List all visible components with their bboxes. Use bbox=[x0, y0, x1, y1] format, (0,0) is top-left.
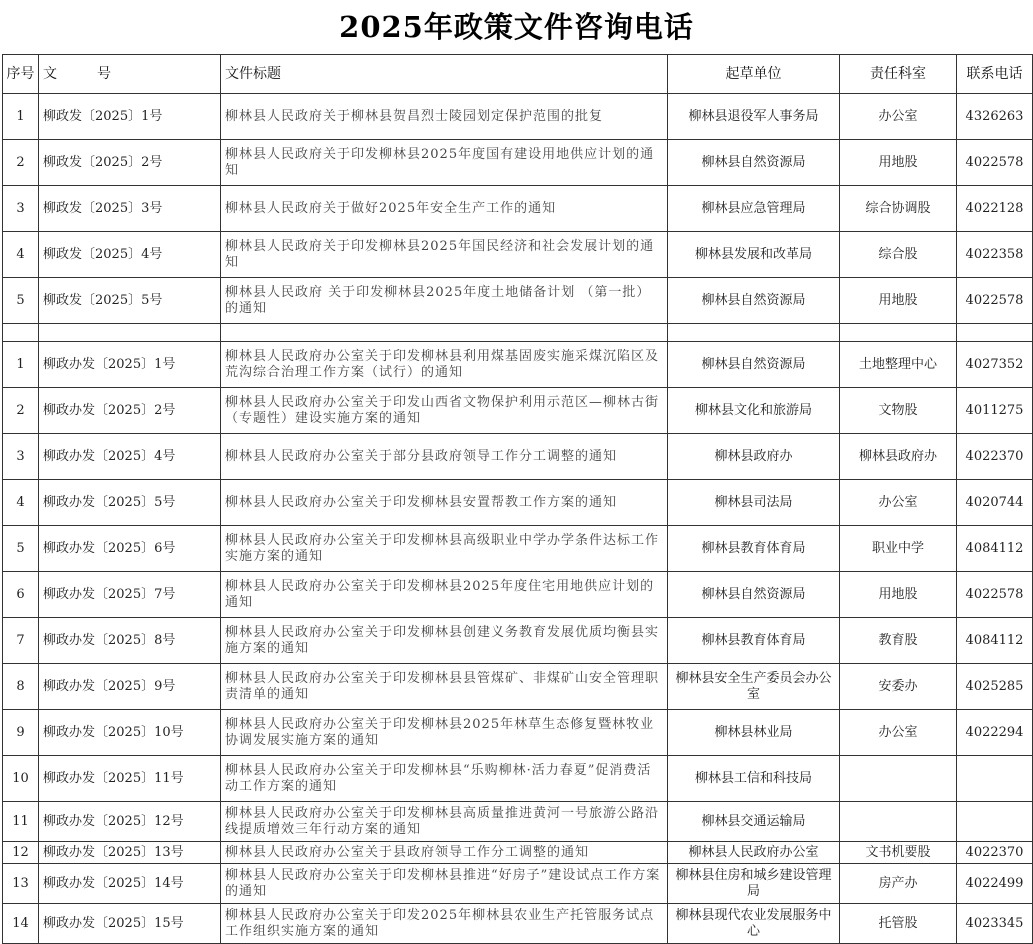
row-docno: 柳政发〔2025〕2号 bbox=[39, 140, 221, 186]
row-phone: 4022128 bbox=[957, 186, 1033, 232]
row-office: 文书机要股 bbox=[840, 842, 957, 864]
row-title: 柳林县人民政府办公室关于印发柳林县2025年林草生态修复暨林牧业协调发展实施方案的通知 bbox=[221, 710, 668, 756]
table-row bbox=[3, 232, 1033, 278]
table-row bbox=[3, 434, 1033, 480]
row-docno: 柳政办发〔2025〕5号 bbox=[39, 480, 221, 526]
row-office: 办公室 bbox=[840, 94, 957, 140]
row-docno: 柳政办发〔2025〕11号 bbox=[39, 756, 221, 802]
row-phone: 4022578 bbox=[957, 572, 1033, 618]
header-title: 文件标题 bbox=[221, 55, 668, 94]
row-drafter: 柳林县教育体育局 bbox=[668, 618, 840, 664]
row-drafter: 柳林县现代农业发展服务中心 bbox=[668, 904, 840, 944]
row-title: 柳林县人民政府关于印发柳林县2025年国民经济和社会发展计划的通知 bbox=[221, 232, 668, 278]
row-office: 办公室 bbox=[840, 480, 957, 526]
table-row bbox=[3, 618, 1033, 664]
row-title: 柳林县人民政府办公室关于县政府领导工作分工调整的通知 bbox=[221, 842, 668, 864]
table-row bbox=[3, 664, 1033, 710]
row-office bbox=[840, 756, 957, 802]
row-drafter: 柳林县自然资源局 bbox=[668, 342, 840, 388]
table-row bbox=[3, 802, 1033, 842]
spacer-cell bbox=[957, 324, 1033, 342]
row-seq: 10 bbox=[3, 756, 39, 802]
header-phone: 联系电话 bbox=[957, 55, 1033, 94]
row-drafter: 柳林县司法局 bbox=[668, 480, 840, 526]
row-drafter: 柳林县交通运输局 bbox=[668, 802, 840, 842]
row-docno: 柳政办发〔2025〕12号 bbox=[39, 802, 221, 842]
row-seq: 12 bbox=[3, 842, 39, 864]
row-title: 柳林县人民政府办公室关于印发柳林县利用煤基固废实施采煤沉陷区及荒沟综合治理工作方案（试行）的通知 bbox=[221, 342, 668, 388]
row-office: 房产办 bbox=[840, 864, 957, 904]
table-row bbox=[3, 864, 1033, 904]
row-drafter: 柳林县文化和旅游局 bbox=[668, 388, 840, 434]
row-seq: 13 bbox=[3, 864, 39, 904]
row-drafter: 柳林县政府办 bbox=[668, 434, 840, 480]
row-phone: 4011275 bbox=[957, 388, 1033, 434]
row-docno: 柳政办发〔2025〕6号 bbox=[39, 526, 221, 572]
row-seq: 3 bbox=[3, 434, 39, 480]
row-seq: 1 bbox=[3, 94, 39, 140]
row-phone: 4084112 bbox=[957, 618, 1033, 664]
row-seq: 7 bbox=[3, 618, 39, 664]
row-docno: 柳政办发〔2025〕1号 bbox=[39, 342, 221, 388]
row-seq: 6 bbox=[3, 572, 39, 618]
row-office: 教育股 bbox=[840, 618, 957, 664]
row-seq: 8 bbox=[3, 664, 39, 710]
row-phone: 4326263 bbox=[957, 94, 1033, 140]
table-row bbox=[3, 904, 1033, 944]
row-title: 柳林县人民政府办公室关于印发柳林县“乐购柳林·活力春夏”促消费活动工作方案的通知 bbox=[221, 756, 668, 802]
row-seq: 11 bbox=[3, 802, 39, 842]
table-row bbox=[3, 186, 1033, 232]
row-office: 用地股 bbox=[840, 278, 957, 324]
row-docno: 柳政发〔2025〕5号 bbox=[39, 278, 221, 324]
spacer-cell bbox=[3, 324, 39, 342]
table-row bbox=[3, 842, 1033, 864]
row-title: 柳林县人民政府关于柳林县贺昌烈士陵园划定保护范围的批复 bbox=[221, 94, 668, 140]
spacer-cell bbox=[668, 324, 840, 342]
spacer-row bbox=[3, 324, 1033, 342]
row-phone: 4027352 bbox=[957, 342, 1033, 388]
row-office: 用地股 bbox=[840, 140, 957, 186]
row-title: 柳林县人民政府办公室关于部分县政府领导工作分工调整的通知 bbox=[221, 434, 668, 480]
row-drafter: 柳林县教育体育局 bbox=[668, 526, 840, 572]
row-docno: 柳政发〔2025〕3号 bbox=[39, 186, 221, 232]
spacer-cell bbox=[840, 324, 957, 342]
row-docno: 柳政发〔2025〕1号 bbox=[39, 94, 221, 140]
table-row bbox=[3, 140, 1033, 186]
row-phone: 4022370 bbox=[957, 434, 1033, 480]
row-title: 柳林县人民政府办公室关于印发柳林县推进“好房子”建设试点工作方案的通知 bbox=[221, 864, 668, 904]
row-title: 柳林县人民政府办公室关于印发2025年柳林县农业生产托管服务试点工作组织实施方案的通知 bbox=[221, 904, 668, 944]
row-docno: 柳政办发〔2025〕10号 bbox=[39, 710, 221, 756]
row-seq: 9 bbox=[3, 710, 39, 756]
row-phone: 4022578 bbox=[957, 278, 1033, 324]
row-seq: 1 bbox=[3, 342, 39, 388]
row-docno: 柳政办发〔2025〕9号 bbox=[39, 664, 221, 710]
header-docno bbox=[39, 55, 221, 94]
row-title: 柳林县人民政府办公室关于印发柳林县高质量推进黄河一号旅游公路沿线提质增效三年行动方案的通知 bbox=[221, 802, 668, 842]
row-office: 职业中学 bbox=[840, 526, 957, 572]
row-phone bbox=[957, 756, 1033, 802]
table-row bbox=[3, 94, 1033, 140]
row-seq: 3 bbox=[3, 186, 39, 232]
table-row bbox=[3, 710, 1033, 756]
row-docno: 柳政办发〔2025〕8号 bbox=[39, 618, 221, 664]
row-seq: 5 bbox=[3, 278, 39, 324]
row-docno: 柳政办发〔2025〕15号 bbox=[39, 904, 221, 944]
row-office: 用地股 bbox=[840, 572, 957, 618]
spacer-cell bbox=[221, 324, 668, 342]
row-drafter: 柳林县人民政府办公室 bbox=[668, 842, 840, 864]
row-docno: 柳政办发〔2025〕4号 bbox=[39, 434, 221, 480]
row-seq: 14 bbox=[3, 904, 39, 944]
row-docno: 柳政办发〔2025〕13号 bbox=[39, 842, 221, 864]
header-row bbox=[3, 55, 1033, 94]
row-phone: 4025285 bbox=[957, 664, 1033, 710]
spacer-cell bbox=[39, 324, 221, 342]
row-drafter: 柳林县自然资源局 bbox=[668, 572, 840, 618]
table-row bbox=[3, 388, 1033, 434]
row-phone: 4022358 bbox=[957, 232, 1033, 278]
row-title: 柳林县人民政府 关于印发柳林县2025年度土地储备计划 （第一批）的通知 bbox=[221, 278, 668, 324]
row-seq: 4 bbox=[3, 232, 39, 278]
row-title: 柳林县人民政府办公室关于印发柳林县创建义务教育发展优质均衡县实施方案的通知 bbox=[221, 618, 668, 664]
header-office: 责任科室 bbox=[840, 55, 957, 94]
row-title: 柳林县人民政府关于印发柳林县2025年度国有建设用地供应计划的通知 bbox=[221, 140, 668, 186]
row-drafter: 柳林县自然资源局 bbox=[668, 278, 840, 324]
table-row bbox=[3, 278, 1033, 324]
row-seq: 2 bbox=[3, 140, 39, 186]
row-docno: 柳政发〔2025〕4号 bbox=[39, 232, 221, 278]
row-phone: 4023345 bbox=[957, 904, 1033, 944]
row-title: 柳林县人民政府办公室关于印发柳林县2025年度住宅用地供应计划的通知 bbox=[221, 572, 668, 618]
header-docno-right: 号 bbox=[97, 66, 111, 82]
row-office: 综合股 bbox=[840, 232, 957, 278]
row-seq: 4 bbox=[3, 480, 39, 526]
policy-table bbox=[2, 54, 1033, 944]
row-drafter: 柳林县住房和城乡建设管理局 bbox=[668, 864, 840, 904]
header-docno-left: 文 bbox=[43, 66, 57, 82]
row-title: 柳林县人民政府办公室关于印发柳林县安置帮教工作方案的通知 bbox=[221, 480, 668, 526]
header-seq: 序号 bbox=[3, 55, 39, 94]
row-office: 办公室 bbox=[840, 710, 957, 756]
row-drafter: 柳林县自然资源局 bbox=[668, 140, 840, 186]
row-title: 柳林县人民政府办公室关于印发山西省文物保护利用示范区—柳林古街（专题性）建设实施方案的通知 bbox=[221, 388, 668, 434]
row-phone: 4020744 bbox=[957, 480, 1033, 526]
row-office: 土地整理中心 bbox=[840, 342, 957, 388]
table-row bbox=[3, 342, 1033, 388]
row-office: 综合协调股 bbox=[840, 186, 957, 232]
row-seq: 2 bbox=[3, 388, 39, 434]
row-phone: 4084112 bbox=[957, 526, 1033, 572]
row-office bbox=[840, 802, 957, 842]
row-drafter: 柳林县林业局 bbox=[668, 710, 840, 756]
row-drafter: 柳林县应急管理局 bbox=[668, 186, 840, 232]
row-docno: 柳政办发〔2025〕14号 bbox=[39, 864, 221, 904]
row-docno: 柳政办发〔2025〕2号 bbox=[39, 388, 221, 434]
row-office: 托管股 bbox=[840, 904, 957, 944]
row-drafter: 柳林县退役军人事务局 bbox=[668, 94, 840, 140]
row-drafter: 柳林县安全生产委员会办公室 bbox=[668, 664, 840, 710]
row-seq: 5 bbox=[3, 526, 39, 572]
row-phone: 4022370 bbox=[957, 842, 1033, 864]
table-row bbox=[3, 480, 1033, 526]
row-office: 文物股 bbox=[840, 388, 957, 434]
page-title: 2025年政策文件咨询电话 bbox=[339, 10, 694, 44]
table-row bbox=[3, 526, 1033, 572]
table-row bbox=[3, 572, 1033, 618]
row-phone bbox=[957, 802, 1033, 842]
row-drafter: 柳林县工信和科技局 bbox=[668, 756, 840, 802]
row-phone: 4022578 bbox=[957, 140, 1033, 186]
row-title: 柳林县人民政府办公室关于印发柳林县高级职业中学办学条件达标工作实施方案的通知 bbox=[221, 526, 668, 572]
row-phone: 4022294 bbox=[957, 710, 1033, 756]
header-drafter: 起草单位 bbox=[668, 55, 840, 94]
row-phone: 4022499 bbox=[957, 864, 1033, 904]
row-title: 柳林县人民政府办公室关于印发柳林县县管煤矿、非煤矿山安全管理职责清单的通知 bbox=[221, 664, 668, 710]
row-office: 安委办 bbox=[840, 664, 957, 710]
row-office: 柳林县政府办 bbox=[840, 434, 957, 480]
row-title: 柳林县人民政府关于做好2025年安全生产工作的通知 bbox=[221, 186, 668, 232]
row-drafter: 柳林县发展和改革局 bbox=[668, 232, 840, 278]
table-row bbox=[3, 756, 1033, 802]
row-docno: 柳政办发〔2025〕7号 bbox=[39, 572, 221, 618]
